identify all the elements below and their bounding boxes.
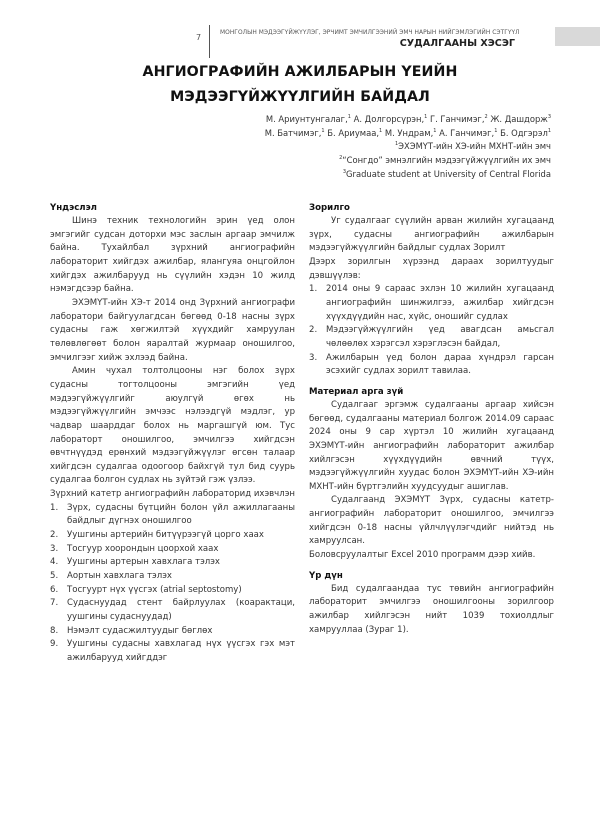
list-number: 2. <box>309 325 318 336</box>
list-number: 6. <box>50 584 59 595</box>
author: А. Ганчимэг, <box>436 127 495 138</box>
author: М. Ариунтунгалаг, <box>265 114 348 124</box>
affiliation-sup: 2 <box>339 155 343 162</box>
list-text: Мэдээгүйжүүлгийн үед авагдсан амьсгал чөлөөлөх хэрэгсэл хэрэглэсэн байдал, <box>326 325 554 349</box>
title-line-1: АНГИОГРАФИЙН АЖИЛБАРЫН ҮЕИЙН <box>142 64 458 80</box>
list-text: 2014 оны 9 сараас эхлэн 10 жилийн хугацаанд ангиографийн шинжилгээ, ажилбар хийгдсэн хүүхдүүдийн нас, хүйс, оношийг судлах <box>326 284 554 322</box>
author-sup: 1 <box>379 127 383 134</box>
page-number: 7 <box>196 33 202 42</box>
affiliation-text: ЭХЭМҮТ-ийн ХЭ-ийн МХНТ-ийн эмч <box>398 141 551 152</box>
results-paragraph-1: Бид судалгаандаа тус төвийн ангиографийн лабораторит эмчилгээ оношилгооны зорилгоор ажилбар хийлгэсэн нийт 1039 тохиолдлыг хамрууллаа (Зураг 1). <box>309 583 554 635</box>
list-text: Уушгины артерын хавхлага тэлэх <box>67 557 220 568</box>
list-item <box>50 584 295 598</box>
affiliation-text: “Сонгдо” эмнэлгийн мэдээгүйжүүлгийн их эмч <box>342 155 551 166</box>
author-sup: 1 <box>347 114 351 121</box>
author: Б. Ариумаа, <box>324 127 380 138</box>
list-text: Тосгуур хоорондын цоорхой хаах <box>67 543 219 554</box>
list-text: Нэмэлт судасжилтуудыг бөглөх <box>67 625 213 636</box>
author: Б. Одгэрэл <box>497 127 548 138</box>
background-paragraph-4: Зүрхний катетр ангиографийн лабораторид ихэвчлэн <box>50 489 295 500</box>
list-text: Судаснуудад стент байрлуулах (коарактаци, уушгины судаснуудад) <box>67 598 295 623</box>
author-sup: 1 <box>321 127 325 134</box>
author: М. Батчимэг, <box>264 127 322 138</box>
list-number: 2. <box>50 530 59 541</box>
author: Г. Ганчимэг, <box>427 114 485 124</box>
affiliation <box>265 168 551 182</box>
list-item <box>50 638 295 665</box>
list-item <box>309 283 554 324</box>
affiliation <box>265 140 551 154</box>
authors-block <box>265 113 551 182</box>
list-text: Зүрх, судасны бүтцийн болон үйл ажиллагааны байдлыг дүгнэх оношилгоо <box>67 502 295 527</box>
list-item <box>50 597 295 624</box>
header-band <box>555 27 600 46</box>
author: А. Долгорсүрэн, <box>350 114 425 124</box>
list-number: 8. <box>50 625 59 636</box>
list-item <box>50 502 295 529</box>
list-text: Уушгины артерийн битүүрээгүй цорго хаах <box>67 530 264 541</box>
list-number: 3. <box>50 543 59 554</box>
objective-paragraph-1: Уг судалгааг сүүлийн арван жилийн хугацаанд зүрх, судасны ангиографийн ажилбарын мэдээгүйжүүлгийн байдлыг судлах Зорилт <box>309 216 554 254</box>
author-sup: 2 <box>484 114 488 121</box>
right-column <box>309 202 554 637</box>
objective-heading: Зорилго <box>309 203 350 213</box>
list-number: 1. <box>50 502 59 513</box>
author-sup: 1 <box>547 127 551 134</box>
methods-paragraph-3: Боловсруулалтыг Excel 2010 программ дээр хийв. <box>309 550 536 561</box>
list-number: 5. <box>50 571 59 582</box>
affiliation <box>265 154 551 168</box>
author: Ж. Дашдорж <box>487 114 548 124</box>
list-number: 3. <box>309 352 318 363</box>
left-column <box>50 202 295 666</box>
list-number: 1. <box>309 284 318 295</box>
list-item <box>50 625 295 639</box>
list-item <box>50 570 295 584</box>
affiliation-text: Graduate student at University of Central Florida <box>346 168 551 179</box>
list-number: 4. <box>50 557 59 568</box>
methods-heading: Материал арга зүй <box>309 386 404 397</box>
article-title <box>100 60 500 110</box>
author: М. Ундрам, <box>382 127 434 138</box>
title-line-2: МЭДЭЭГҮЙЖҮҮЛГИЙН БАЙДАЛ <box>170 89 430 105</box>
results-heading: Үр дүн <box>309 570 343 581</box>
affiliation-sup: 1 <box>394 141 399 148</box>
list-text: Тосгуурт нүх үүсгэх (atrial septostomy) <box>67 584 242 595</box>
list-number: 7. <box>50 598 59 609</box>
list-item <box>50 529 295 543</box>
list-number: 9. <box>50 639 59 650</box>
author-sup: 3 <box>547 114 551 121</box>
header-divider <box>209 25 210 58</box>
background-heading: Үндэслэл <box>50 203 97 213</box>
authors-line-2 <box>265 127 551 141</box>
methods-paragraph-2: Судалгаанд ЭХЭМҮТ Зүрх, судасны катетр-ангиографийн лабораторит оношилгоо, эмчилгээ хийгдсэн 0-18 насны үйлчлүүлэгчдийг нийтэд нь хамруулсан. <box>309 495 554 547</box>
background-paragraph-3: Амин чухал толтолцооны нэг болох зүрх судасны тогтолцооны эмгэгийн үед мэдээгүйжүүлгийг аюулгүй өгөх нь мэдээгүйжүүлгийн эмчээс нэлээдгүй мэдлэг, ур чадвар шаарддаг болох нь маргашгүй юм. Тус лабораторт оношилгоо, эмчилгээ хийгдсэн өвчтнүүдэд ерөнхий мэдээгүйжүүлэг өгсөн талаар хийгдсэн судалгаа одоогоор байхгүй тул бид суурь судалгаа болгон судлах нь зүйтэй гэж үзлээ. <box>50 366 295 486</box>
journal-name: МОНГОЛЫН МЭДЭЭГҮЙЖҮҮЛЭГ, ЭРЧИМТ ЭМЧИЛГЭЭНИЙ ЭМЧ НАРЫН НИЙГЭМЛЭГИЙН СЭТГҮҮЛ <box>220 30 520 36</box>
list-item <box>50 556 295 570</box>
authors-line-1 <box>265 113 551 127</box>
list-item <box>50 543 295 557</box>
list-item <box>309 324 554 351</box>
procedures-list <box>50 502 295 666</box>
objectives-list <box>309 283 554 379</box>
list-item <box>309 352 554 379</box>
affiliation-sup: 3 <box>342 169 347 176</box>
list-text: Ажилбарын үед болон дараа хүндрэл гарсан эсэхийг судлах зорилт тавилаа. <box>326 352 554 377</box>
background-paragraph-1: Шинэ техник технологийн эрин үед олон эмгэгийг судсан доторхи мэс заслын аргаар эмчилж байна. Тухайлбал зүрхний ангиографийн лабораторит хийгдэх ажилбар, ялангуяа онцгойлон хийгдэх ажилбарууд нь сүүлийн хэдэн 10 жилд нэмэгдсээр байна. <box>50 216 295 295</box>
list-text: Уушгины судасны хавхлагад нүх үүсгэх гэх мэт ажилбарууд хийгддэг <box>67 639 295 663</box>
objective-paragraph-2: Дээрх зорилгын хүрээнд дараах зорилтуудыг дэвшүүлэв: <box>309 256 554 281</box>
list-text: Аортын хавхлага тэлэх <box>67 571 172 582</box>
section-name: СУДАЛГААНЫ ХЭСЭГ <box>399 38 515 49</box>
author-sup: 1 <box>494 127 498 134</box>
methods-paragraph-1: Судалгааг эргэмж судалгааны аргаар хийсэн бөгөөд, судалгааны материал болгож 2014.09 сараас 2024 оны 9 сар хүртэл 10 жилийн хугацаанд ЭХЭМҮТ-ийн ангиографийн лабораторит ажилбар хийлгэсэн хүүхдүүдийн өвчний түүх, мэдээгүйжүүлгийн хуудас болон ЭХЭМҮТ-ийн ХЭ-ийн МХНТ-ийн бүртгэлийн хуудсуудыг ашиглав. <box>309 399 554 492</box>
author-sup: 1 <box>433 127 437 134</box>
background-paragraph-2: ЭХЭМҮТ-ийн ХЭ-т 2014 онд Зүрхний ангиографи лаборатори байгуулагдсан бөгөөд 0-18 насны зүрх судасны гаж хөгжилтэй хүүхдийг хамруулан төлөвлөгөөт болон яаралтай журмаар оношилгоо, эмчилгээг хийж эхлээд байна. <box>50 297 295 363</box>
author-sup: 1 <box>424 114 428 121</box>
